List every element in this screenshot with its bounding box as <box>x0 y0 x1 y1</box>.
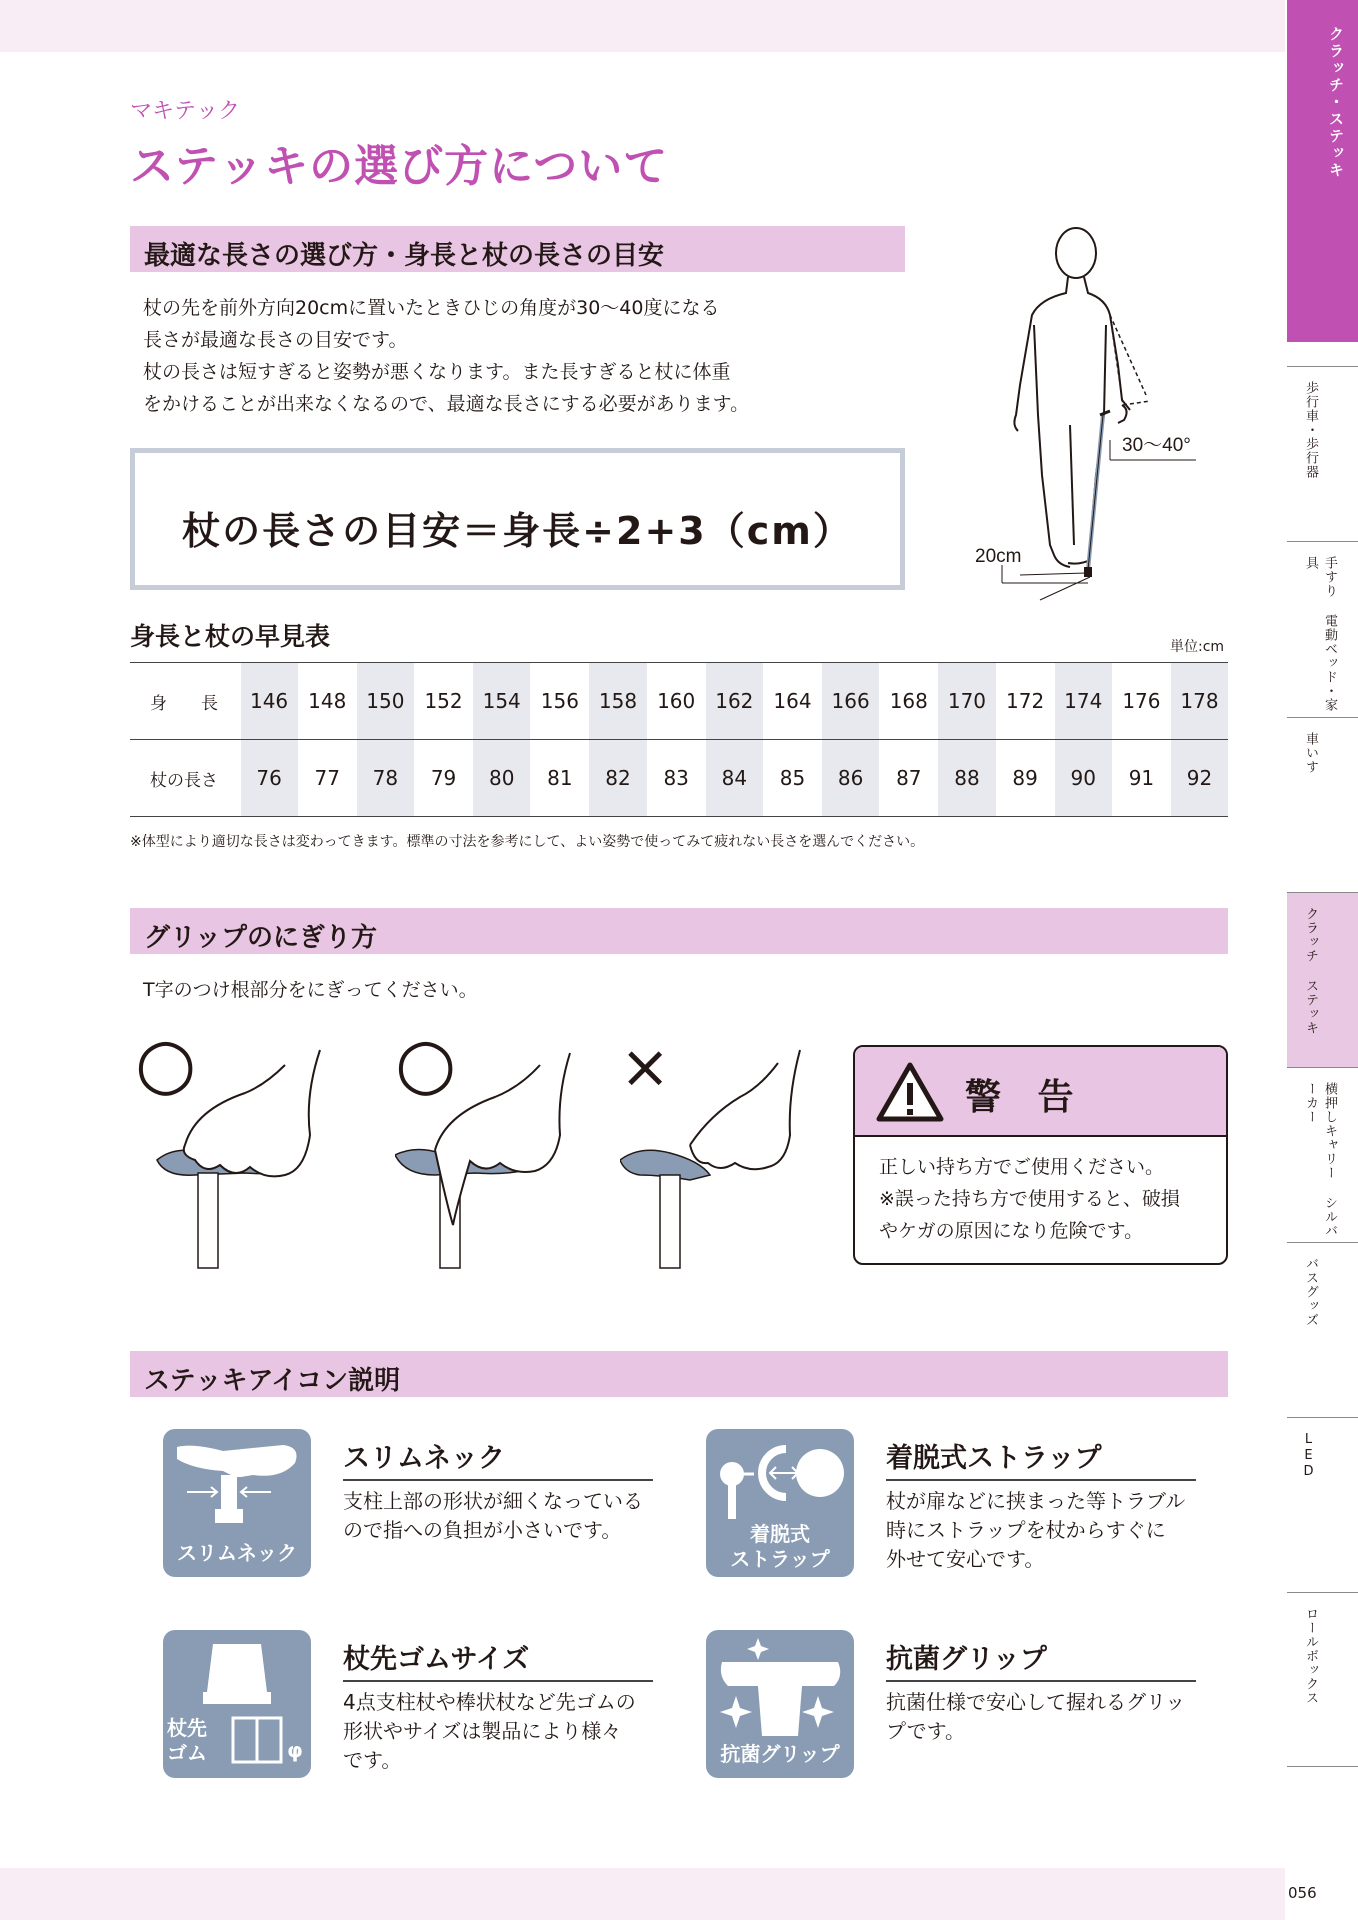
table-cell: 80 <box>473 740 531 817</box>
side-item-roll-box[interactable] <box>1287 1592 1358 1767</box>
icon-tile-label <box>706 1522 854 1572</box>
side-item-led[interactable] <box>1287 1417 1358 1592</box>
side-item-label: 横押しキャリー シルバーカー <box>1303 1082 1337 1238</box>
feature-title-strap: 着脱式ストラップ <box>886 1443 1102 1474</box>
feature-divider <box>343 1680 653 1682</box>
feature-desc-tip-rubber <box>343 1688 636 1775</box>
table-cell: 79 <box>414 740 472 817</box>
table-cell: 160 <box>647 663 705 740</box>
section-heading-text: 最適な長さの選び方・身長と杖の長さの目安 <box>144 241 665 271</box>
detachable-strap-icon <box>706 1429 854 1577</box>
table-cell: 156 <box>531 663 589 740</box>
side-item-label: 手すり 電動ベッド・家具 <box>1303 556 1337 712</box>
feature-title-antibacterial: 抗菌グリップ <box>886 1644 1047 1675</box>
section-heading-grip <box>130 908 1228 954</box>
side-index <box>1287 0 1358 1920</box>
table-cell: 91 <box>1112 740 1170 817</box>
table-cell: 87 <box>880 740 938 817</box>
text-line: やケガの原因になり危険です。 <box>879 1220 1144 1242</box>
incorrect-mark: × <box>620 1035 671 1102</box>
icon-tile-label-line: 杖先 <box>167 1716 207 1740</box>
table-cell: 78 <box>356 740 414 817</box>
feature-divider <box>886 1680 1196 1682</box>
icon-tile-label: 抗菌グリップ <box>720 1742 840 1766</box>
table-cell: 178 <box>1171 663 1229 740</box>
table-cell: 83 <box>647 740 705 817</box>
distance-label: 20cm <box>975 546 1022 567</box>
icon-tile-label-line: ゴム <box>167 1741 207 1765</box>
side-index-current[interactable] <box>1287 0 1358 342</box>
text-line: 支柱上部の形状が細くなっている <box>343 1489 643 1513</box>
correct-mark: ○ <box>135 1035 197 1104</box>
table-cell: 81 <box>531 740 589 817</box>
grip-correct-2-illustration <box>395 1035 595 1275</box>
table-cell: 150 <box>356 663 414 740</box>
feature-title-slim-neck: スリムネック <box>343 1443 505 1474</box>
side-item-handrail[interactable] <box>1287 541 1358 717</box>
formula-box <box>130 448 905 590</box>
table-cell: 174 <box>1054 663 1112 740</box>
table-cell: 76 <box>240 740 298 817</box>
table-cell: 170 <box>938 663 996 740</box>
top-band <box>0 0 1285 52</box>
table-cell: 84 <box>705 740 763 817</box>
formula-text: 杖の長さの目安＝身長÷2+3（cm） <box>182 509 853 553</box>
text-line: 杖の先を前外方向20cmに置いたときひじの角度が30～40度になる <box>143 297 720 319</box>
table-cell: 89 <box>996 740 1054 817</box>
page-number: 056 <box>1288 1884 1317 1902</box>
table-cell: 168 <box>880 663 938 740</box>
feature-desc-antibacterial <box>886 1688 1185 1746</box>
section-heading-icons <box>130 1351 1228 1397</box>
person-with-cane-illustration <box>960 215 1220 615</box>
side-item-label: 歩行車・歩行器 <box>1303 381 1318 479</box>
correct-mark: ○ <box>395 1035 457 1104</box>
side-item-bath-goods[interactable] <box>1287 1242 1358 1417</box>
feature-divider <box>886 1479 1196 1481</box>
text-line: 杖が扉などに挟まった等トラブル <box>886 1489 1186 1513</box>
table-cell: 154 <box>473 663 531 740</box>
table-unit: 単位:cm <box>1170 639 1225 655</box>
text-line: 時にストラップを杖からすぐに <box>886 1518 1166 1542</box>
side-item-label: 車いす <box>1303 732 1318 774</box>
icon-tile-label-line: 着脱式 <box>750 1522 810 1546</box>
text-line: ※誤った持ち方で使用すると、破損 <box>879 1188 1180 1210</box>
slim-neck-icon <box>163 1429 311 1577</box>
length-description <box>143 292 749 420</box>
diameter-symbol: φ <box>287 1738 303 1762</box>
height-cane-table <box>130 662 1228 817</box>
tip-rubber-size-icon <box>163 1630 311 1778</box>
table-cell: 77 <box>298 740 356 817</box>
icon-tile-label: スリムネック <box>177 1541 297 1565</box>
table-cell: 82 <box>589 740 647 817</box>
text-line: 形状やサイズは製品により様々 <box>343 1719 622 1743</box>
icon-tile-label <box>127 1716 247 1766</box>
table-note: ※体型により適切な長さは変わってきます。標準の寸法を参考にして、よい姿勢で使ってみて疲れない長さを選んでください。 <box>130 834 925 850</box>
feature-divider <box>343 1479 653 1481</box>
table-cell: 86 <box>822 740 880 817</box>
bottom-band <box>0 1868 1285 1920</box>
feature-desc-strap <box>886 1487 1185 1574</box>
feature-title-tip-rubber: 杖先ゴムサイズ <box>343 1644 530 1675</box>
table-cell: 92 <box>1171 740 1229 817</box>
table-cell: 85 <box>763 740 821 817</box>
side-item-label: ロールボックス <box>1303 1607 1318 1705</box>
side-item-label: クラッチ ステッキ <box>1303 907 1318 1035</box>
text-line: です。 <box>343 1748 402 1772</box>
table-cell: 172 <box>996 663 1054 740</box>
table-title: 身長と杖の早見表 <box>130 622 331 651</box>
table-row-height <box>130 663 1228 740</box>
antibacterial-grip-icon <box>706 1630 854 1778</box>
table-cell: 166 <box>822 663 880 740</box>
table-cell: 88 <box>938 740 996 817</box>
row-label-cane: 杖の長さ <box>130 740 240 817</box>
grip-instruction: T字のつけ根部分をにぎってください。 <box>143 979 478 1001</box>
text-line: をかけることが出来なくなるので、最適な長さにする必要があります。 <box>143 393 750 415</box>
table-cell: 158 <box>589 663 647 740</box>
text-line: ので指への負担が小さいです。 <box>343 1518 622 1542</box>
side-item-wheelchair[interactable] <box>1287 717 1358 892</box>
text-line: 杖の長さは短すぎると姿勢が悪くなります。また長すぎると杖に体重 <box>143 361 731 383</box>
section-heading-length <box>130 226 905 272</box>
warning-triangle-icon <box>875 1061 945 1123</box>
warning-title: 警 告 <box>965 1077 1086 1118</box>
text-line: 抗菌仕様で安心して握れるグリッ <box>886 1690 1186 1714</box>
text-line: 4点支柱杖や棒状杖など先ゴムの <box>343 1690 636 1714</box>
page-title: ステッキの選び方について <box>130 141 669 192</box>
side-item-label: LED <box>1301 1432 1316 1480</box>
table-row-cane <box>130 740 1228 817</box>
table-cell: 164 <box>763 663 821 740</box>
section-heading-text: グリップのにぎり方 <box>144 923 377 953</box>
grip-correct-1-illustration <box>135 1035 335 1275</box>
warning-text <box>879 1151 1180 1247</box>
row-label-height: 身 長 <box>130 663 240 740</box>
text-line: 正しい持ち方でご使用ください。 <box>879 1156 1165 1178</box>
side-item-silver-car[interactable] <box>1287 1067 1358 1242</box>
side-item-label: バスグッズ <box>1303 1257 1318 1327</box>
grip-incorrect-illustration <box>620 1035 820 1275</box>
table-cell: 146 <box>240 663 298 740</box>
side-index-current-label: クラッチ・ステッキ <box>1327 26 1345 179</box>
table-cell: 152 <box>414 663 472 740</box>
table-cell: 162 <box>705 663 763 740</box>
warning-box <box>853 1045 1228 1265</box>
text-line: 長さが最適な長さの目安です。 <box>143 329 408 351</box>
warning-header <box>855 1047 1226 1137</box>
angle-label: 30～40° <box>1122 435 1191 456</box>
side-item-crutch-stick[interactable] <box>1287 892 1358 1067</box>
table-cell: 90 <box>1054 740 1112 817</box>
table-cell: 176 <box>1112 663 1170 740</box>
brand-name: マキテック <box>130 99 241 124</box>
feature-desc-slim-neck <box>343 1487 643 1545</box>
section-heading-text: ステッキアイコン説明 <box>144 1366 401 1396</box>
icon-tile-label-line: ストラップ <box>730 1547 830 1571</box>
table-cell: 148 <box>298 663 356 740</box>
text-line: 外せて安心です。 <box>886 1547 1045 1571</box>
side-item-walker[interactable] <box>1287 366 1358 541</box>
text-line: プです。 <box>886 1719 965 1743</box>
